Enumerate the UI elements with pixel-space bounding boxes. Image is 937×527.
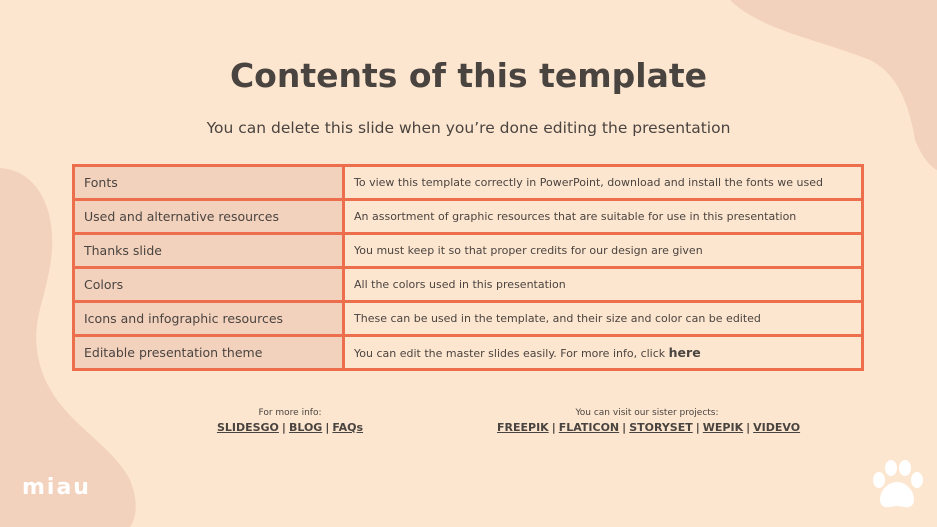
flaticon-link[interactable]: FLATICON <box>558 421 620 434</box>
row-name: Colors <box>74 268 344 302</box>
contents-table <box>72 164 864 371</box>
table-row <box>74 268 863 302</box>
here-link[interactable]: here <box>668 345 701 360</box>
row-description: An assortment of graphic resources that are suitable for use in this presentation <box>344 200 863 234</box>
sister-projects-footer <box>497 408 801 434</box>
row-name: Icons and infographic resources <box>74 302 344 336</box>
row-name: Used and alternative resources <box>74 200 344 234</box>
sister-projects-label: You can visit our sister projects: <box>575 408 719 418</box>
table-row <box>74 200 863 234</box>
miau-logo: miau <box>22 475 91 500</box>
faqs-link[interactable]: FAQs <box>332 421 364 434</box>
more-info-links: SLIDESGO | BLOG | FAQs <box>216 421 364 434</box>
blog-link[interactable]: BLOG <box>288 421 323 434</box>
row-description: These can be used in the template, and their size and color can be edited <box>344 302 863 336</box>
row-description: To view this template correctly in PowerPoint, download and install the fonts we used <box>344 166 863 200</box>
table-row <box>74 166 863 200</box>
wepik-link[interactable]: WEPIK <box>702 421 744 434</box>
slide-title: Contents of this template <box>229 56 708 95</box>
row-description: All the colors used in this presentation <box>344 268 863 302</box>
storyset-link[interactable]: STORYSET <box>629 421 693 434</box>
slidesgo-link[interactable]: SLIDESGO <box>216 421 279 434</box>
slide-subtitle: You can delete this slide when you’re done editing the presentation <box>206 119 731 137</box>
row-description: You must keep it so that proper credits for our design are given <box>344 234 863 268</box>
table-row <box>74 234 863 268</box>
more-info-label: For more info: <box>258 408 322 418</box>
freepik-link[interactable]: FREEPIK <box>497 421 549 434</box>
paw-print-icon <box>869 460 925 512</box>
row-description-cell <box>344 336 863 370</box>
row-name: Thanks slide <box>74 234 344 268</box>
row-name: Fonts <box>74 166 344 200</box>
row-name: Editable presentation theme <box>74 336 344 370</box>
table-row <box>74 336 863 370</box>
sister-projects-links: FREEPIK | FLATICON | STORYSET | WEPIK | VIDEVO <box>497 421 801 434</box>
row-description: You can edit the master slides easily. For more info, click <box>354 347 669 360</box>
more-info-footer <box>190 408 390 434</box>
videvo-link[interactable]: VIDEVO <box>753 421 801 434</box>
table-row <box>74 302 863 336</box>
